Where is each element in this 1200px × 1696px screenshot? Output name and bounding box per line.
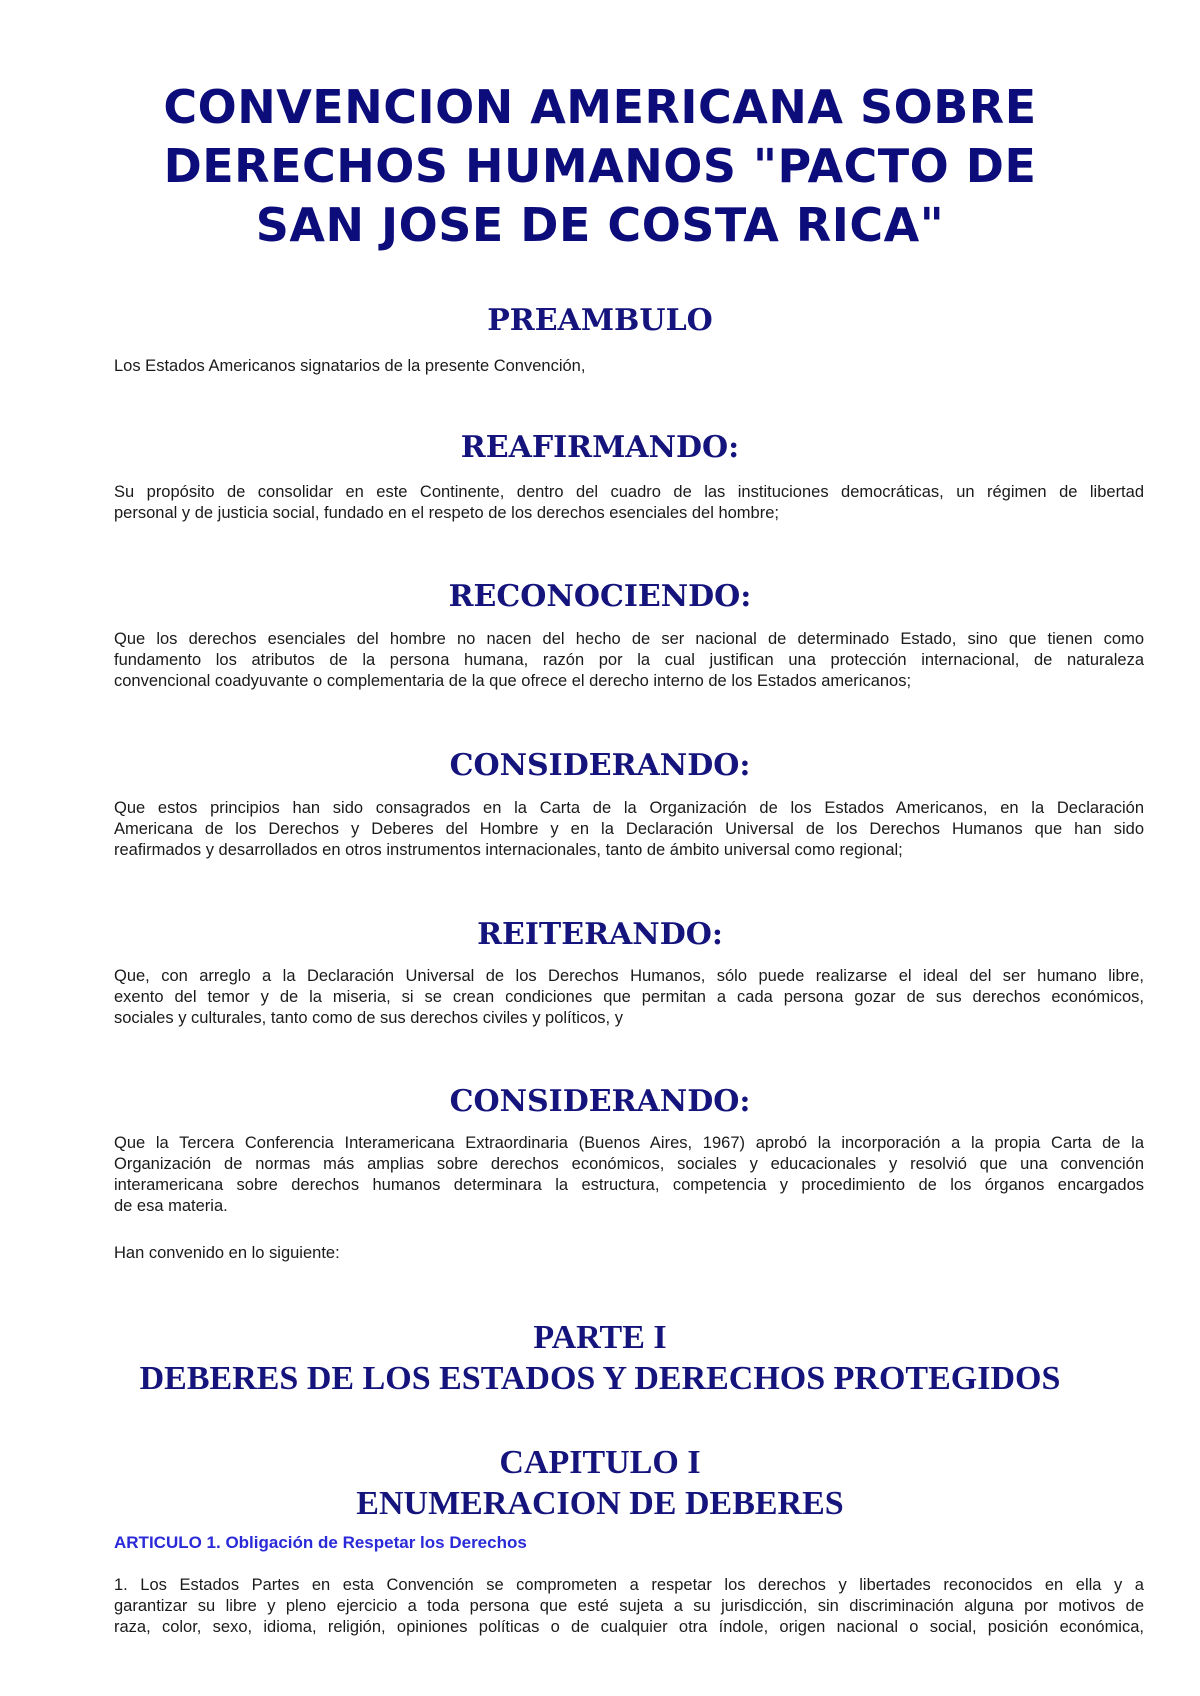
paragraph-line: convencional coadyuvante o complementaria de la que ofrece el derecho interno de los Estados americanos; [114, 672, 912, 690]
paragraph-line: interamericana sobre derechos humanos determinara la estructura, competencia y procedimiento de los órganos encargados [114, 1176, 1144, 1194]
paragraph-line: Organización de normas más amplias sobre derechos económicos, sociales y educacionales y resolvió que una convención [114, 1155, 1144, 1173]
paragraph-line: raza, color, sexo, idioma, religión, opiniones políticas o de cualquier otra índole, origen nacional o social, posición económica, [114, 1618, 1144, 1636]
title-line-1: CONVENCION AMERICANA SOBRE [163, 80, 1037, 134]
paragraph-line: garantizar su libre y pleno ejercicio a toda persona que esté sujeta a su jurisdicción, sin discriminación alguna por motivos de [114, 1597, 1144, 1615]
paragraph-reiterando [114, 966, 1144, 1029]
paragraph-line: Que la Tercera Conferencia Interamericana Extraordinaria (Buenos Aires, 1967) aprobó la incorporación a la propia Carta de la [114, 1134, 1144, 1152]
paragraph-considerando-1 [114, 798, 1144, 861]
heading-parte [0, 1317, 1200, 1399]
heading-considerando-2: CONSIDERANDO: [449, 1084, 751, 1119]
paragraph-line: Su propósito de consolidar en este Continente, dentro del cuadro de las instituciones democráticas, un régimen de libertad [114, 483, 1144, 501]
paragraph-line: exento del temor y de la miseria, si se crean condiciones que permitan a cada persona gozar de sus derechos económicos, [114, 988, 1144, 1006]
paragraph-line: Americana de los Derechos y Deberes del Hombre y en la Declaración Universal de los Derechos Humanos que han sido [114, 820, 1144, 838]
paragraph-line: Que, con arreglo a la Declaración Universal de los Derechos Humanos, sólo puede realizarse el ideal del ser humano libre, [114, 967, 1144, 985]
paragraph-convenido [114, 1243, 1144, 1264]
heading-reafirmando: REAFIRMANDO: [460, 430, 740, 465]
heading-reiterando: REITERANDO: [477, 917, 723, 952]
capitulo-number: CAPITULO I [499, 1444, 701, 1481]
article-1-heading: ARTICULO 1. Obligación de Respetar los Derechos [114, 1533, 527, 1552]
paragraph-line: reafirmados y desarrollados en otros instrumentos internacionales, tanto de ámbito universal como regional; [114, 841, 903, 859]
heading-capitulo [0, 1442, 1200, 1524]
paragraph-articulo-1 [114, 1575, 1144, 1638]
paragraph-line: Los Estados Americanos signatarios de la presente Convención, [114, 357, 586, 375]
paragraph-considerando-2 [114, 1133, 1144, 1217]
heading-preambulo: PREAMBULO [487, 303, 713, 338]
paragraph-line: Que los derechos esenciales del hombre no nacen del hecho de ser nacional de determinado Estado, sino que tienen como [114, 630, 1144, 648]
parte-title: DEBERES DE LOS ESTADOS Y DERECHOS PROTEGIDOS [139, 1360, 1061, 1397]
paragraph-line: Que estos principios han sido consagrados en la Carta de la Organización de los Estados Americanos, en la Declaración [114, 799, 1144, 817]
paragraph-line: personal y de justicia social, fundado en el respeto de los derechos esenciales del hombre; [114, 504, 779, 522]
heading-reconociendo: RECONOCIENDO: [448, 579, 752, 614]
paragraph-line: sociales y culturales, tanto como de sus derechos civiles y políticos, y [114, 1009, 623, 1027]
document-title [0, 78, 1200, 255]
capitulo-title: ENUMERACION DE DEBERES [356, 1485, 844, 1522]
paragraph-reafirmando [114, 482, 1144, 524]
paragraph-line: Han convenido en lo siguiente: [114, 1244, 340, 1262]
paragraph-line: fundamento los atributos de la persona humana, razón por la cual justifican una protección internacional, de naturaleza [114, 651, 1144, 669]
title-line-2: DERECHOS HUMANOS "PACTO DE [163, 139, 1037, 193]
title-line-3: SAN JOSE DE COSTA RICA" [255, 198, 945, 252]
heading-considerando-1: CONSIDERANDO: [449, 748, 751, 783]
paragraph-preambulo [114, 356, 1144, 377]
paragraph-line: 1. Los Estados Partes en esta Convención se comprometen a respetar los derechos y libertades reconocidos en ella y a [114, 1576, 1144, 1594]
paragraph-reconociendo [114, 629, 1144, 692]
parte-number: PARTE I [533, 1319, 667, 1356]
paragraph-line: de esa materia. [114, 1197, 228, 1215]
